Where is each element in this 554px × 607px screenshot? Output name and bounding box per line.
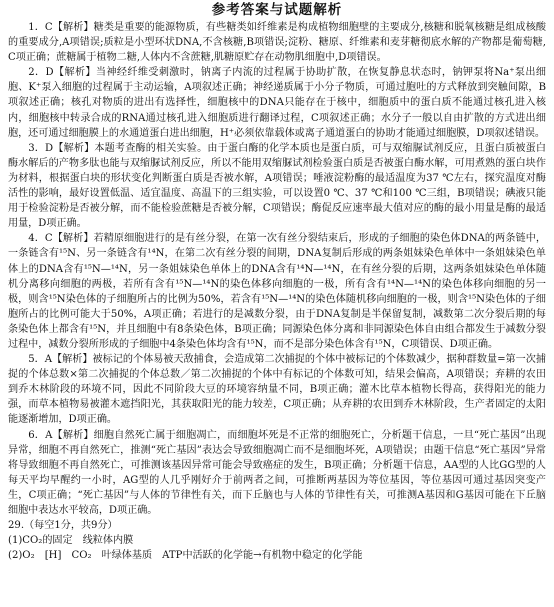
q29-header: 29.（每空1分，共9分） [8, 520, 118, 532]
answer-paragraph-4: 4．C【解析】若精原细胞进行的是有丝分裂，在第一次有丝分裂结束后，形成的子细胞的染色体DNA的两条链中，一条链含有¹⁵N、另一条链含有¹⁴N，在第二次有丝分裂的间期，DNA复制后形成的两条姐妹染色单体中一条姐妹染色单体上的DNA含有¹⁵N—¹⁴N，另一条姐妹染色单体上的DNA含有¹⁴N—¹⁴N，在有丝分裂的后期，这两条姐妹染色单体随机分离移向细胞的两极，若所有含有¹⁵N—¹⁴N的染色体移向细胞的一极，所有含有¹⁴N—¹⁴N的染色体移向细胞的另一极，则含¹⁵N染色体的子细胞所占的比例为50%，若含有¹⁵N—¹⁴N的染色体随机移向细胞的一极，则含¹⁵N染色体的子细胞所占的比例可能大于50%，A项正确；若进行的是减数分裂，由于DNA复制是半保留复制，减数第二次分裂后期的每条染色体上都含有¹⁵N，并且细胞中有8条染色体，B项正确；同源染色体分离和非同源染色体自由组合都发生于减数分裂过程中，减数分裂所形成的子细胞中4条染色体均含有¹⁵N，而不是部分染色体含有¹⁵N，C项错误、D项正确。 [8, 233, 546, 350]
page-title: 参考答案与试题解析 [211, 2, 343, 18]
q29-answer-2: (2)O₂ [H] CO₂ 叶绿体基质 ATP中活跃的化学能→有机物中稳定的化学能 [8, 550, 363, 562]
answer-paragraph-6: 6．A【解析】细胞自然死亡属于细胞凋亡，而细胞坏死是不正常的细胞死亡，分析题干信息，一旦“死亡基因”出现异常，细胞不再自然死亡，推测“死亡基因”表达会导致细胞凋亡而不是细胞坏死，A项错误；由题干信息“死亡基因”异常将导致细胞不再自然死亡，可推测该基因异常可能会导致癌症的发生，B项正确；分析题干信息，AA型的人比GG型的人每天平均早醒约一小时，AG型的人几乎刚好介于前两者之间，可推断两基因为等位基因，等位基因可通过基因突变产生，C项正确；“死亡基因”与人体的节律性有关，而下丘脑也与人体的节律性有关，可推测A基因和G基因可能在下丘脑细胞中表达水平较高，D项正确。 [8, 429, 546, 516]
q29-answer-1: (1)CO₂的固定 线粒体内膜 [8, 535, 134, 547]
answer-paragraph-5: 5．A【解析】被标记的个体易被天敌捕食，会造成第二次捕捉的个体中被标记的个体数减少，据种群数量=第一次捕捉的个体总数×第二次捕捉的个体总数／第二次捕捉的个体中有标记的个体数可知，结果会偏高，A项错误；弃耕的农田到乔木林阶段的环境不同，因此不同阶段大豆的环境容纳量不同，B项正确；灌木比草本植物长得高，获得阳光的能力强，而草本植物易被灌木遮挡阳光，其获取阳光的能力较差，C项正确；从弃耕的农田到乔木林阶段，生产者固定的太阳能逐渐增加，D项正确。 [8, 354, 546, 426]
answer-paragraph-1: 1．C【解析】糖类是重要的能源物质，有些糖类如纤维素是构成植物细胞壁的主要成分,核糖和脱氧核糖是组成核酸的重要成分,A项错误;质粒是小型环状DNA,不含核糖,B项错误;淀粉、糖原、纤维素和麦芽糖彻底水解的产物都是葡萄糖,C项正确；蔗糖属于植物二糖,人体内不含蔗糖,肌糖原贮存在动物肌细胞中,D项错误。 [8, 22, 546, 64]
answer-paragraph-2: 2．D【解析】当神经纤维受刺激时，钠离子内流的过程属于协助扩散，在恢复静息状态时，钠钾泵将Na⁺泵出细胞、K⁺泵入细胞的过程属于主动运输，A项叙述正确；神经递质属于小分子物质，可通过胞吐的方式释放到突触间隙，B项叙述正确；核孔对物质的进出有选择性，细胞核中的DNA只能存在于核中，细胞质中的蛋白质不能通过核孔进入核内，细胞核中转录合成的RNA通过核孔进入细胞质进行翻译过程，C项叙述正确；水分子一般以自由扩散的方式进出细胞，还可通过细胞膜上的水通道蛋白进出细胞，H⁺必须依靠载体或离子通道蛋白的协助才能通过细胞膜，D项叙述错误。 [8, 67, 546, 139]
answer-paragraph-3: 3．D【解析】本题考查酶的相关实验。由于蛋白酶的化学本质也是蛋白质，可与双缩脲试剂反应，且蛋白质被蛋白酶水解后的产物多肽也能与双缩脲试剂反应，所以不能用双缩脲试剂检验蛋白质是否被蛋白酶水解，可用煮熟的蛋白块作为材料，根据蛋白块的形状变化判断蛋白质是否被水解，A项错误；唾液淀粉酶的最适温度为37 ℃左右，探究温度对酶活性的影响，最好设置低温、适宜温度、高温下的三组实验，可以设置0 ℃、37 ℃和100 ℃三组，B项错误；碘液只能用于检验淀粉是否被分解，而不能检验蔗糖是否被分解，C项错误；酶促反应速率最大值对应的酶的最小用量是酶的最适用量，D项正确。 [8, 142, 546, 230]
